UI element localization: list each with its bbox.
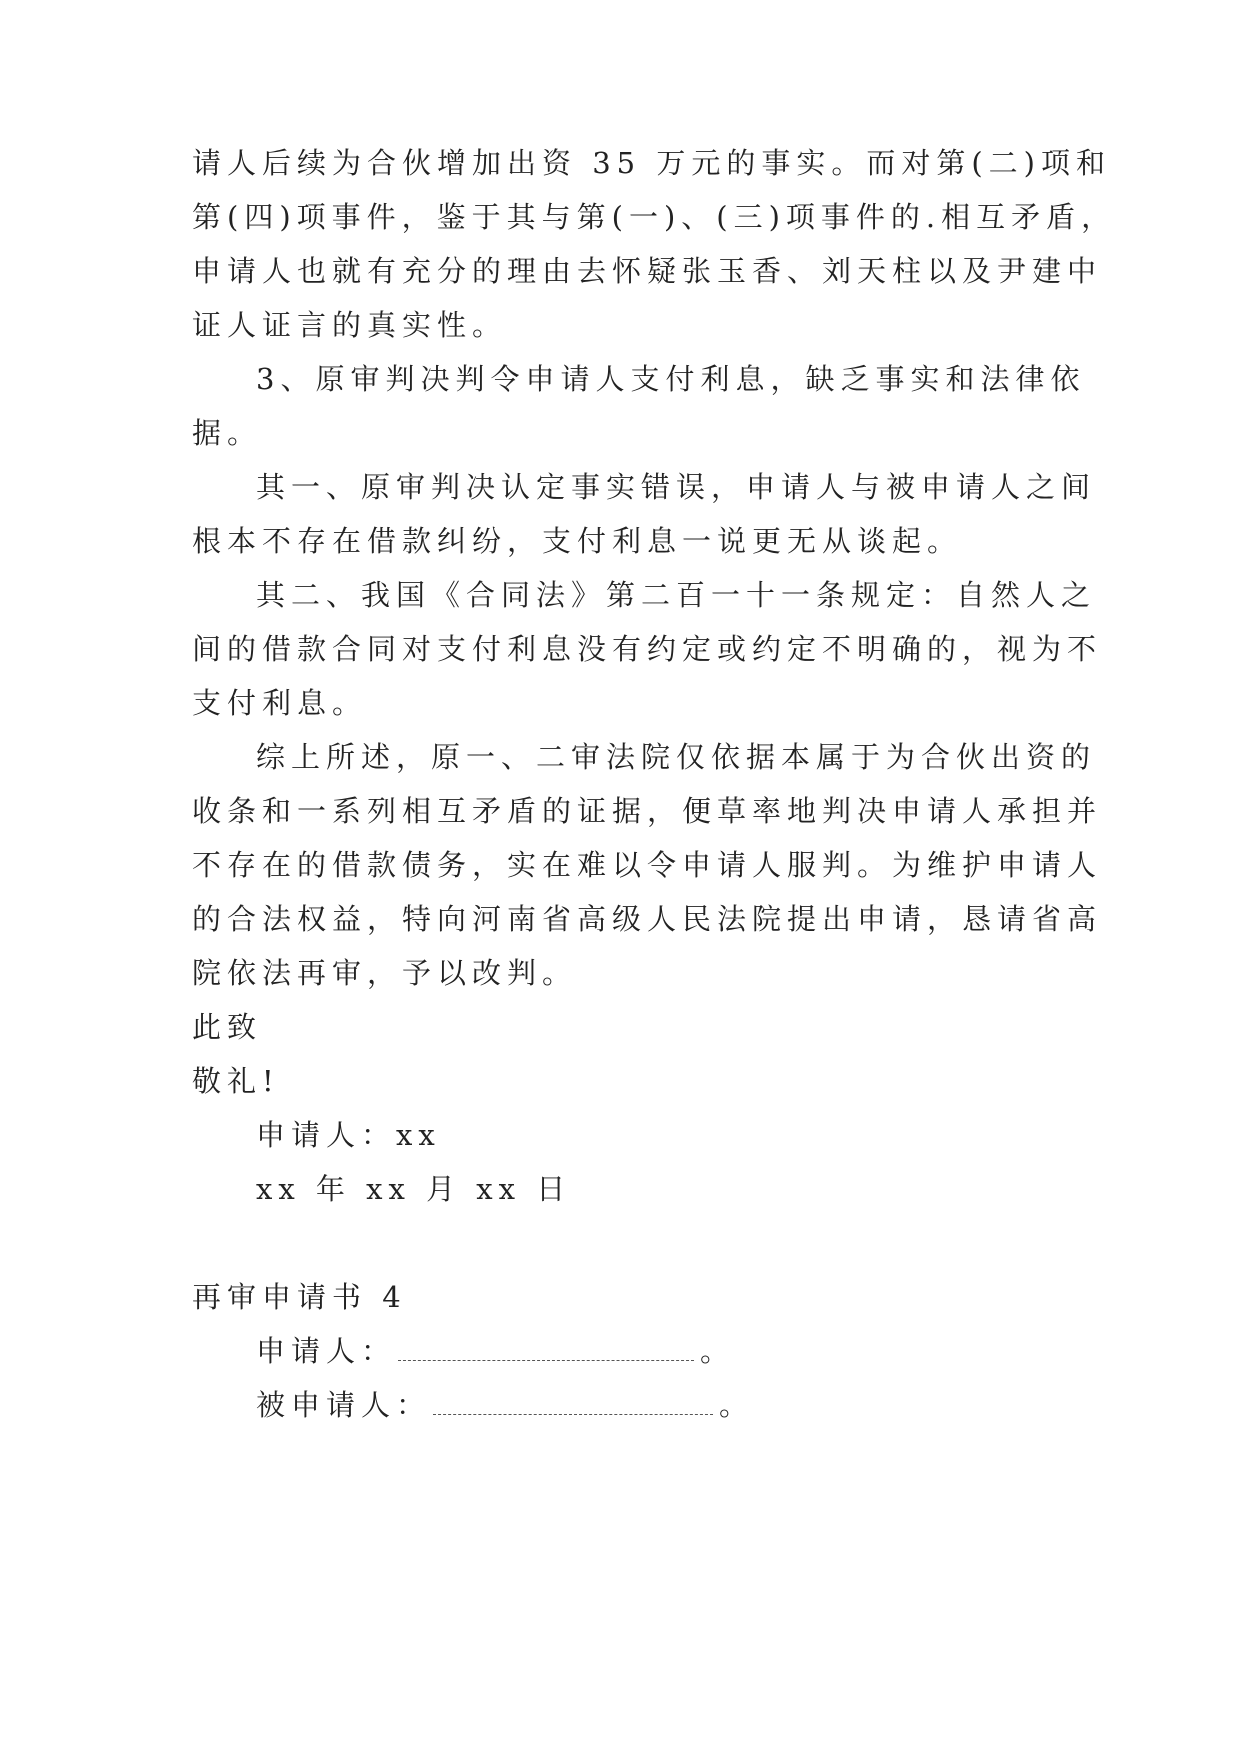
text-line: 综上所述，原一、二审法院仅依据本属于为合伙出资的	[256, 740, 1097, 774]
text-line: 第(四)项事件，鉴于其与第(一)、(三)项事件的.相互矛盾，	[192, 200, 1117, 234]
text-line: 院依法再审，予以改判。	[192, 956, 578, 990]
text-line: 申请人也就有充分的理由去怀疑张玉香、刘天柱以及尹建中	[192, 254, 1103, 288]
text-line: 3、原审判决判令申请人支付利息，缺乏事实和法律依	[256, 362, 1086, 396]
text-line: 根本不存在借款纠纷，支付利息一说更无从谈起。	[192, 524, 963, 558]
text-line: 其一、原审判决认定事实错误，申请人与被申请人之间	[256, 470, 1097, 504]
text-line: 支付利息。	[192, 686, 368, 720]
text-line: 不存在的借款债务，实在难以令申请人服判。为维护申请人	[192, 848, 1103, 882]
applicant-label: 申请人：	[256, 1334, 397, 1368]
signature-applicant: 申请人：xx	[256, 1118, 441, 1152]
respondent-period: 。	[719, 1388, 755, 1422]
closing-salutation: 此致	[192, 1010, 263, 1044]
applicant-blank[interactable]	[398, 1332, 694, 1361]
respondent-label: 被申请人：	[256, 1388, 432, 1422]
text-line: 证人证言的真实性。	[192, 308, 508, 342]
applicant-field-row	[256, 1331, 735, 1371]
signature-date: xx 年 xx 月 xx 日	[256, 1172, 572, 1206]
closing-regards: 敬礼!	[192, 1064, 280, 1098]
respondent-field-row	[256, 1385, 754, 1425]
applicant-period: 。	[700, 1334, 736, 1368]
text-line: 据。	[192, 416, 263, 450]
section-title: 再审申请书 4	[192, 1280, 407, 1314]
text-line: 的合法权益，特向河南省高级人民法院提出申请，恳请省高	[192, 902, 1103, 936]
text-line: 请人后续为合伙增加出资 35 万元的事实。而对第(二)项和	[192, 146, 1111, 180]
text-line: 收条和一系列相互矛盾的证据，便草率地判决申请人承担并	[192, 794, 1103, 828]
text-line: 其二、我国《合同法》第二百一十一条规定：自然人之	[256, 578, 1097, 612]
text-line: 间的借款合同对支付利息没有约定或约定不明确的，视为不	[192, 632, 1103, 666]
respondent-blank[interactable]	[433, 1386, 713, 1415]
